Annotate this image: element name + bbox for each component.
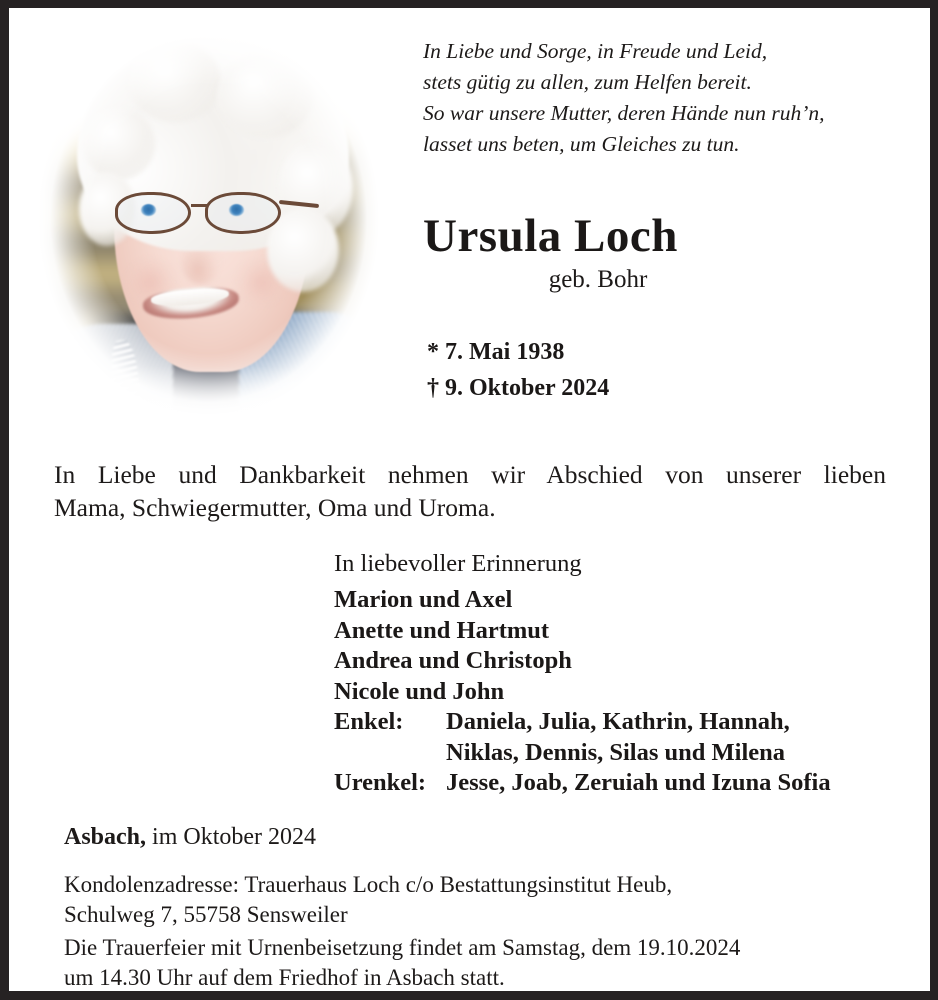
glasses-icon (111, 190, 316, 238)
funeral-line-2: um 14.30 Uhr auf dem Friedhof in Asbach statt. (64, 965, 505, 990)
notice-month: im Oktober 2024 (146, 824, 317, 850)
poem-line: stets gütig zu allen, zum Helfen bereit. (423, 70, 752, 94)
condolence-line-1: Kondolenzadresse: Trauerhaus Loch c/o Bestattungsinstitut Heub, (64, 872, 673, 897)
maiden-name: geb. Bohr (548, 266, 648, 293)
hair-curl (217, 54, 313, 138)
funeral-details (64, 933, 894, 991)
place-name: Asbach, (64, 824, 147, 850)
hair-curl (129, 42, 221, 122)
place-and-date (64, 821, 316, 853)
survivor-name: Anette und Hartmut (334, 616, 550, 644)
farewell-paragraph (54, 458, 886, 524)
condolence-line-2: Schulweg 7, 55758 Sensweiler (64, 902, 348, 927)
life-dates (427, 334, 609, 406)
poem-line: In Liebe und Sorge, in Freude und Leid, (423, 39, 768, 63)
death-date: † 9. Oktober 2024 (427, 375, 610, 401)
grandchildren-row (334, 707, 914, 738)
funeral-line-1: Die Trauerfeier mit Urnenbeisetzung findet am Samstag, dem 19.10.2024 (64, 935, 741, 960)
deceased-name: Ursula Loch (423, 210, 678, 262)
portrait-illustration (21, 12, 396, 444)
hair-curl (83, 108, 155, 180)
glasses-temple (279, 200, 319, 208)
name-block (423, 210, 923, 296)
survivor-name: Marion und Axel (334, 586, 513, 613)
notice-page (9, 8, 930, 991)
grandchildren-names-line-1: Daniela, Julia, Kathrin, Hannah, (446, 708, 790, 735)
poem-line: So war unsere Mutter, deren Hände nun ruh’n, (423, 101, 825, 125)
survivor-name: Andrea und Christoph (334, 647, 572, 674)
poem-line: lasset uns beten, um Gleiches zu tun. (423, 132, 740, 156)
portrait-photo (21, 12, 396, 444)
lens-right (205, 192, 281, 234)
great-grandchildren-label: Urenkel: (334, 769, 427, 796)
farewell-line-2: Mama, Schwiegermutter, Oma und Uroma. (54, 493, 496, 522)
condolence-address (64, 870, 874, 930)
memory-heading: In liebevoller Erinnerung (334, 550, 582, 577)
survivors-block (334, 547, 914, 799)
grandchildren-label: Enkel: (334, 708, 404, 735)
grandchildren-names-line-2: Niklas, Dennis, Silas und Milena (446, 738, 786, 766)
glasses-bridge (191, 204, 207, 207)
memorial-poem (423, 36, 923, 160)
birth-date: * 7. Mai 1938 (427, 339, 565, 365)
great-grandchildren-row (334, 768, 914, 799)
eye-left (141, 204, 156, 216)
survivor-name: Nicole und John (334, 677, 505, 705)
great-grandchildren-names: Jesse, Joab, Zeruiah und Izuna Sofia (446, 769, 831, 796)
eye-right (229, 204, 244, 216)
farewell-line-1: In Liebe und Dankbarkeit nehmen wir Abschied von unserer lieben (54, 460, 886, 489)
